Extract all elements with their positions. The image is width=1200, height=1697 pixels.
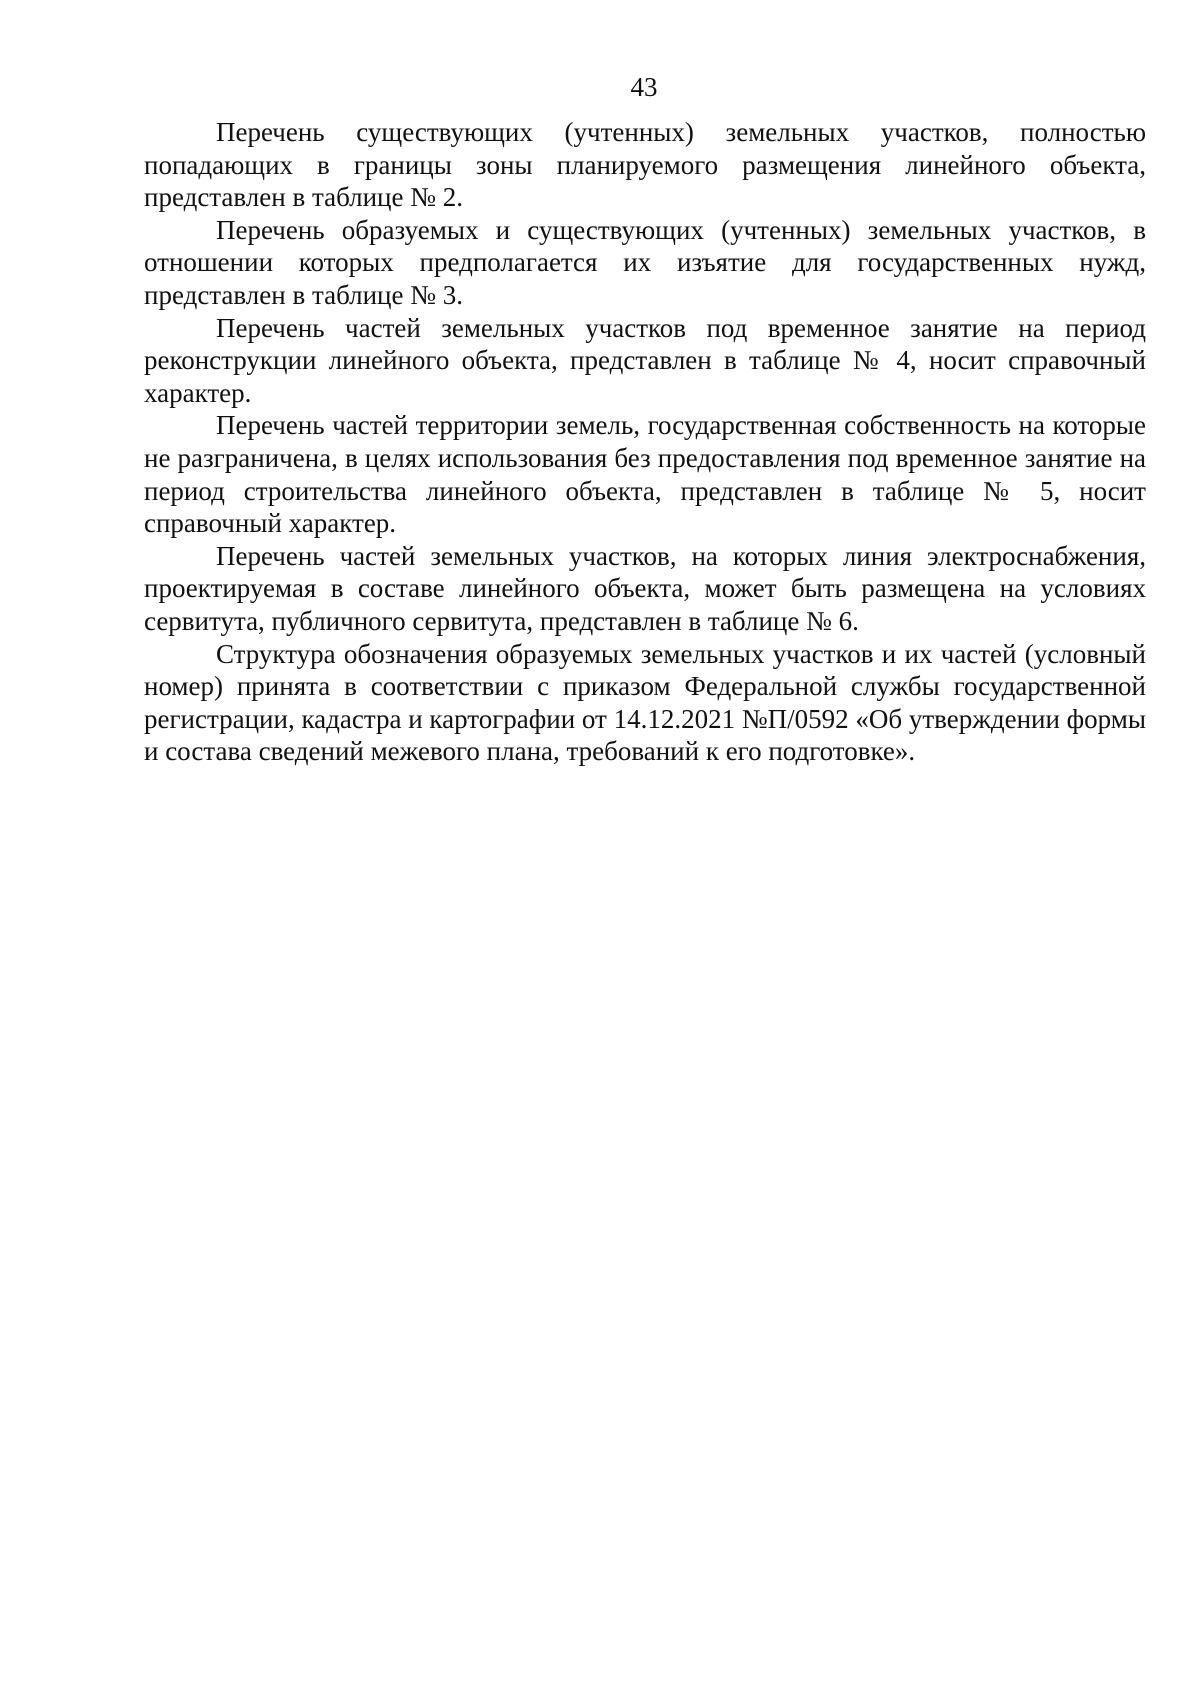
document-body [144, 116, 1146, 768]
paragraph-table-2: Перечень существующих (учтенных) земельных участков, полностью попадающих в границы зоны планируемого размещения линейного объекта, представлен в таблице № 2. [144, 117, 1146, 213]
paragraph-table-4: Перечень частей земельных участков под временное занятие на период реконструкции линейного объекта, представлен в таблице № 4, носит справочный характер. [144, 312, 1146, 408]
paragraph-table-3: Перечень образуемых и существующих (учтенных) земельных участков, в отношении которых предполагается их изъятие для государственных нужд, представлен в таблице № 3. [144, 214, 1146, 310]
page-number: 43 [630, 72, 658, 102]
paragraph-numbering-structure: Структура обозначения образуемых земельных участков и их частей (условный номер) принята в соответствии с приказом Федеральной службы государственной регистрации, кадастра и картографии от 14.12.2021 №П/0592 «Об утверждении формы и состава сведений межевого плана, требований к его подготовке». [144, 638, 1146, 767]
paragraph-table-5: Перечень частей территории земель, государственная собственность на которые не разграничена, в целях использования без предоставления под временное занятие на период строительства линейного объекта, представлен в таблице № 5, носит справочный характер. [144, 410, 1146, 539]
paragraph-table-6: Перечень частей земельных участков, на которых линия электроснабжения, проектируемая в составе линейного объекта, может быть размещена на условиях сервитута, публичного сервитута, представлен в таблице № 6. [144, 540, 1146, 636]
